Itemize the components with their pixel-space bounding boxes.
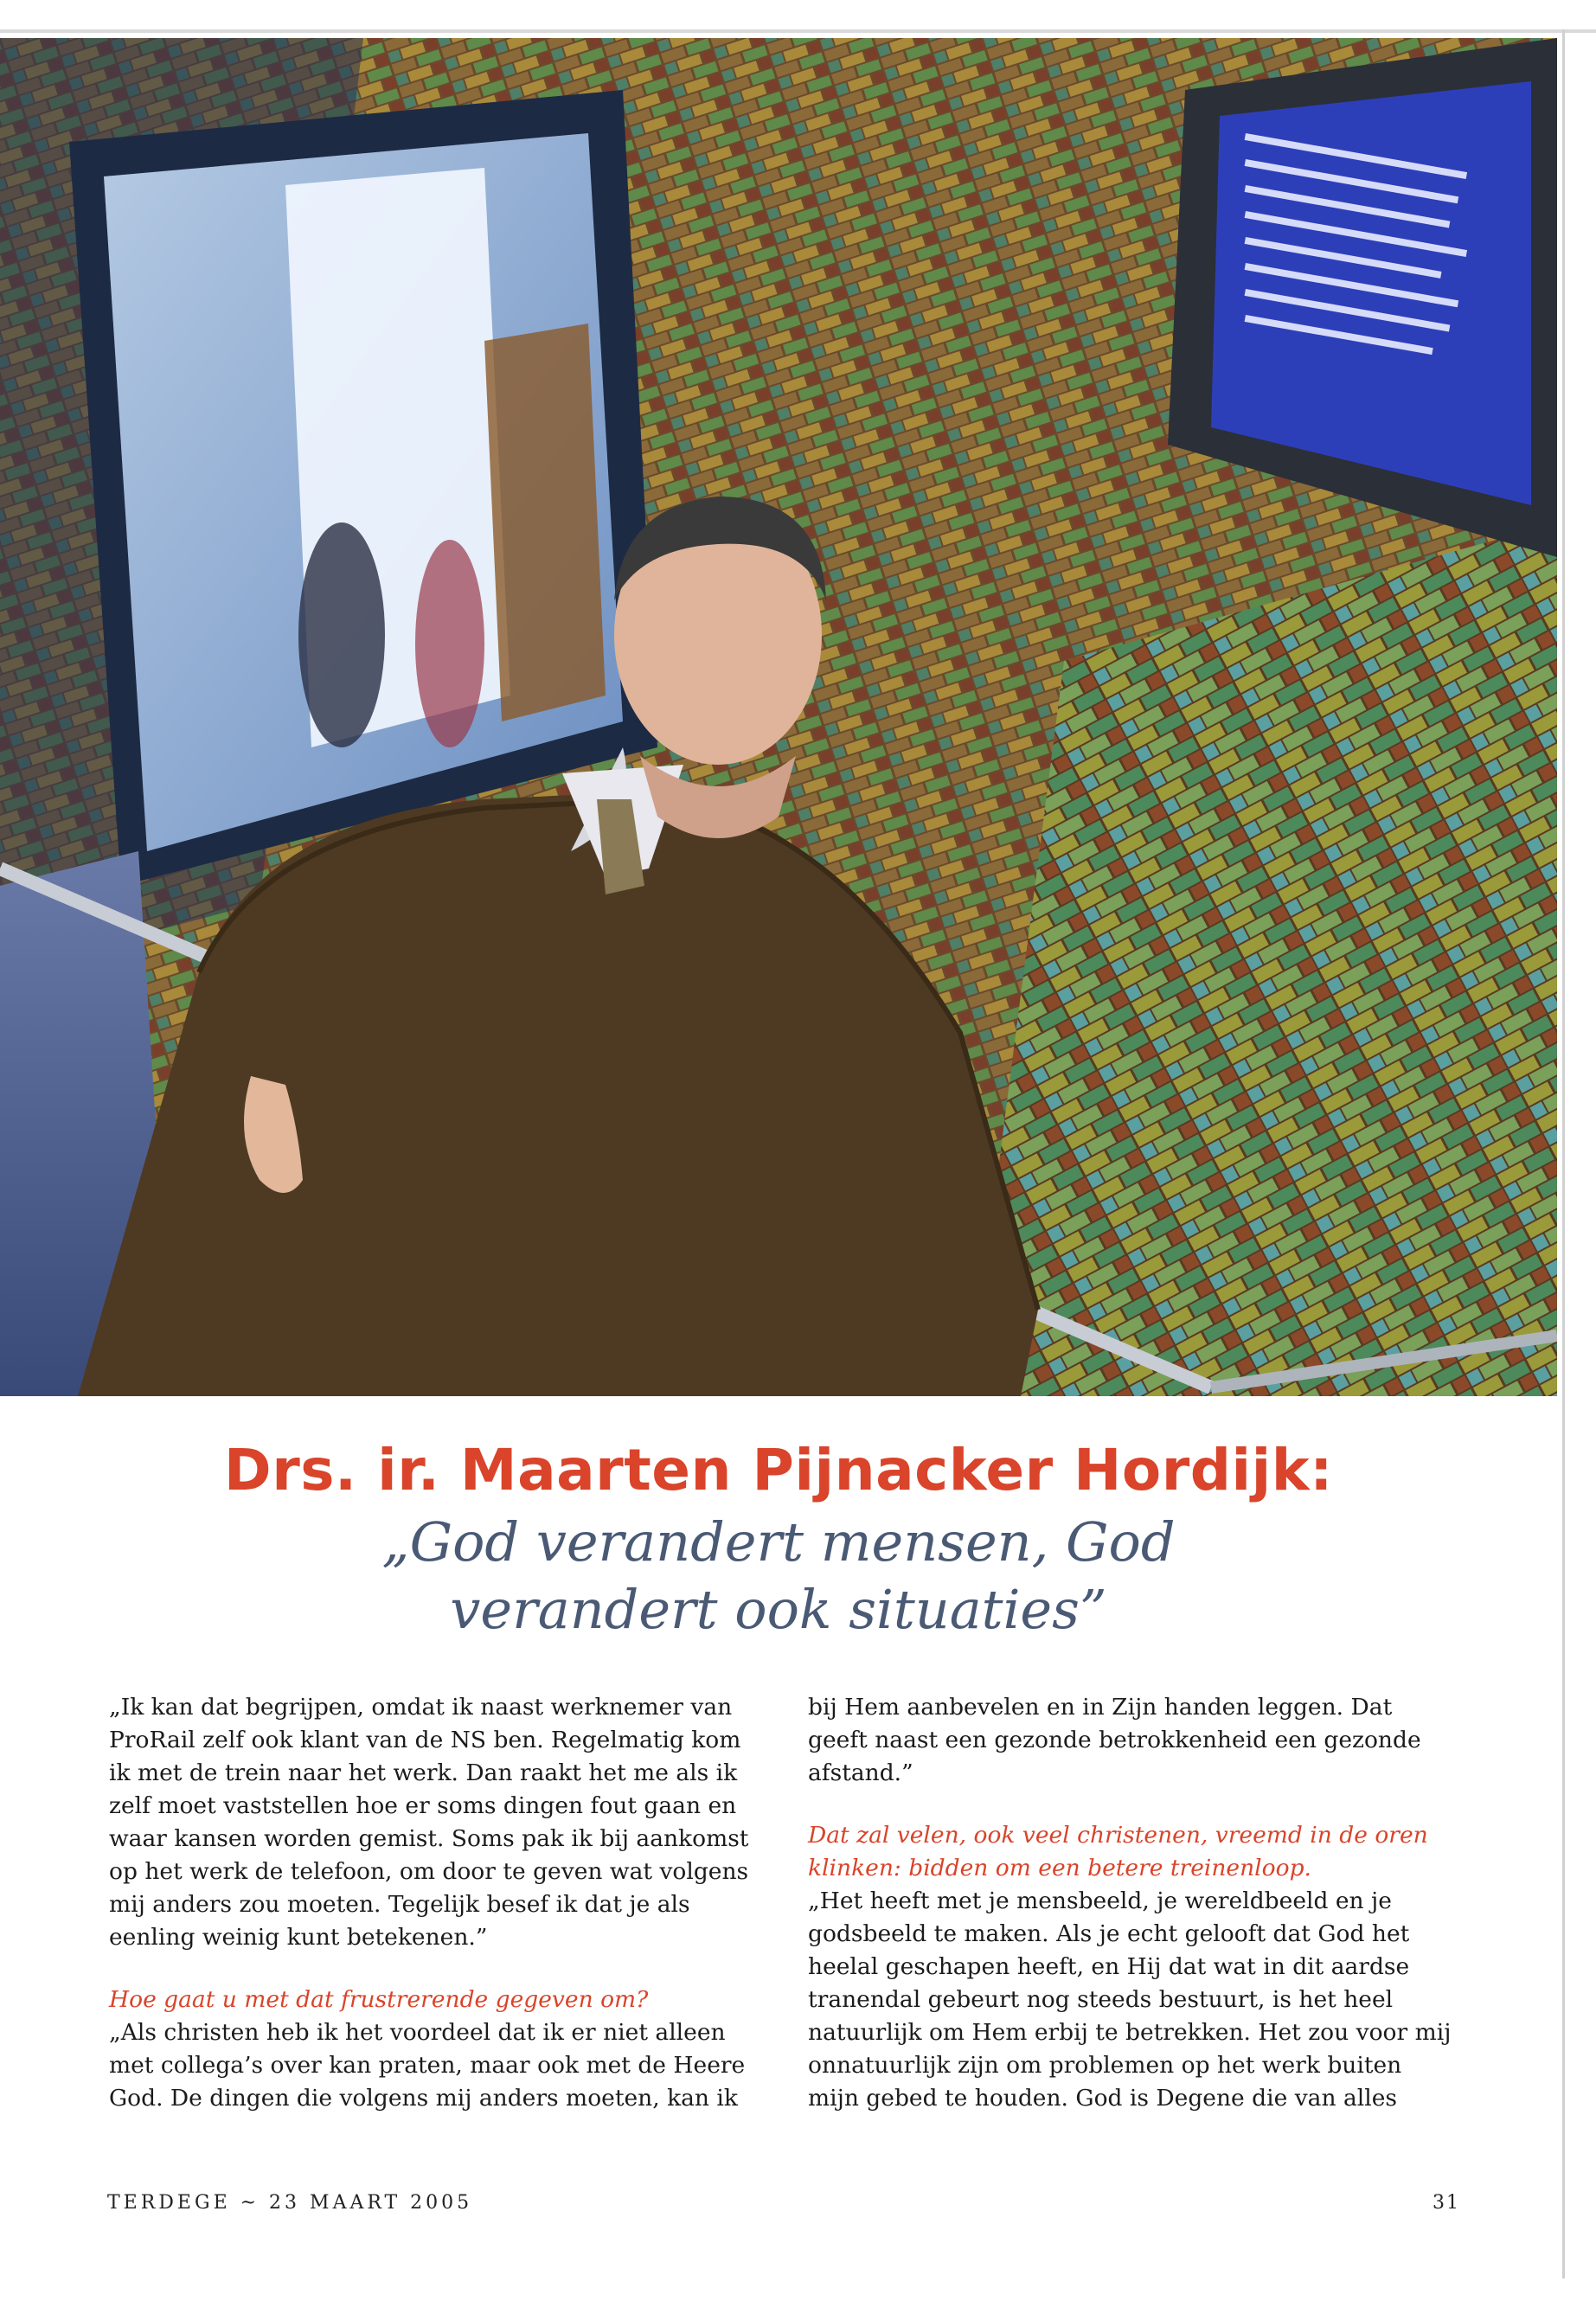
right-paragraph-1: bij Hem aanbevelen en in Zijn handen leggen. Dat geeft naast een gezonde betrokkenheid een gezonde afstand.” [808, 1694, 1421, 1786]
top-divider [0, 29, 1596, 33]
right-paragraph-2: „Het heeft met je mensbeeld, je wereldbeeld en je godsbeeld te maken. Als je echt gelooft dat God het heelal geschapen heeft, en Hij dat wat in dit aardse tranendal gebeurt nog steeds bestuurt, is het heel natuurlijk om Hem erbij te betrekken. Het zou voor mij onnatuurlijk zijn om problemen op het werk buiten mijn gebed te houden. God is Degene die van alles [808, 1888, 1452, 2112]
right-edge-divider [1562, 29, 1565, 2279]
left-question-1: Hoe gaat u met dat frustrerende gegeven om? [109, 1986, 649, 2013]
portrait-photo [0, 38, 1557, 1396]
article-title: Drs. ir. Maarten Pijnacker Hordijk: [223, 1437, 1334, 1503]
footer-publication: TERDEGE ~ 23 MAART 2005 [107, 2192, 473, 2214]
right-text-column [808, 1691, 1457, 2115]
left-text-column [109, 1691, 758, 2115]
page-number: 31 [1433, 2192, 1460, 2214]
right-question-1: Dat zal velen, ook veel christenen, vreemd in de oren klinken: bidden om een betere treinenloop. [808, 1822, 1428, 1881]
article-headline [0, 1436, 1557, 1644]
left-paragraph-2: „Als christen heb ik het voordeel dat ik er niet alleen met collega’s over kan praten, maar ook met de Heere God. De dingen die volgens mij anders moeten, kan ik [109, 2019, 746, 2112]
left-paragraph-1: „Ik kan dat begrijpen, omdat ik naast werknemer van ProRail zelf ook klant van de NS ben. Regelmatig kom ik met de trein naar het werk. Dan raakt het me als ik zelf moet vaststellen hoe er soms dingen fout gaan en waar kansen worden gemist. Soms pak ik bij aankomst op het werk de telefoon, om door te geven wat volgens mij anders zou moeten. Tegelijk besef ik dat je als eenling weinig kunt betekenen.” [109, 1694, 749, 1951]
photo-illustration [0, 38, 1557, 1396]
article-subtitle: „God verandert mensen, God verandert ook situaties” [381, 1510, 1176, 1641]
